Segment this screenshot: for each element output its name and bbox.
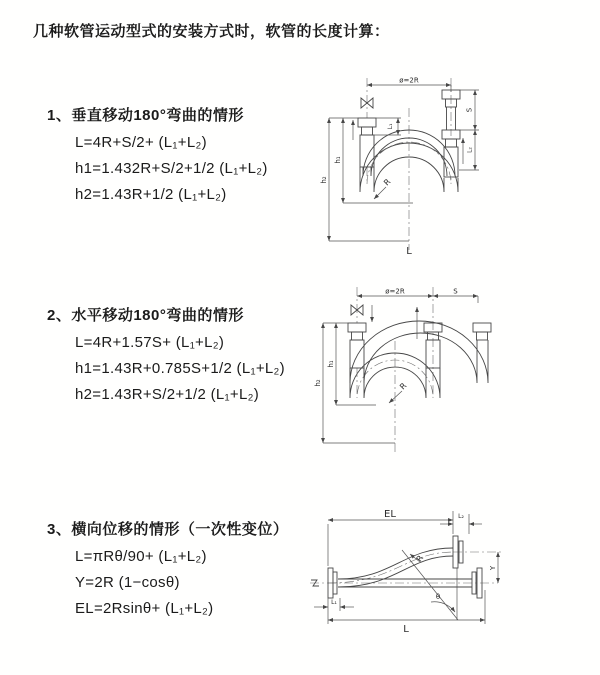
dim-h1-label: h₁ (327, 360, 335, 368)
diagram-horizontal-movement (310, 283, 600, 458)
flanges (348, 323, 491, 353)
dim-el-label: EL (384, 509, 396, 520)
dim-stroke-label: S (453, 287, 458, 296)
dim-span-label: ø=2R (385, 287, 405, 296)
theta-construction (402, 550, 458, 620)
dim-h2-label: h₂ (320, 176, 328, 184)
dimensions (320, 77, 479, 258)
formula-line: L=4R+S/2+ (L₁+L₂) (75, 134, 207, 151)
dim-radius-label: R (382, 177, 393, 188)
formula-line: h2=1.43R+S/2+1/2 (L₁+L₂) (75, 386, 260, 403)
formula-line: Y=2R (1−cosθ) (75, 574, 180, 591)
dim-fitting-left-label: L₁ (387, 123, 394, 130)
formula-line: h1=1.432R+S/2+1/2 (L₁+L₂) (75, 160, 268, 177)
dim-fitting-right-label: L₂ (458, 513, 464, 520)
braid-section (350, 340, 364, 368)
dim-y-label: Y (489, 565, 497, 571)
centerlines (367, 78, 451, 250)
dim-span-label: ø=2R (399, 76, 419, 85)
formula-line: L=πRθ/90+ (L₁+L₂) (75, 548, 207, 565)
section-1 (47, 104, 268, 203)
dim-stroke-label: S (465, 107, 474, 113)
dim-fitting-right-label: L₂ (466, 147, 474, 153)
diagram-vertical-movement (313, 72, 583, 257)
dim-radius-label: R (414, 553, 426, 564)
section-3-heading: 3、横向位移的情形（一次性变位） (47, 521, 289, 538)
centerlines (357, 287, 433, 453)
dim-theta-label: θ (435, 593, 441, 601)
flanges (328, 536, 482, 598)
centerlines (310, 552, 502, 583)
dimensions (314, 509, 498, 635)
section-1-heading: 1、垂直移动180°弯曲的情形 (47, 107, 244, 124)
formula-line: L=4R+1.57S+ (L₁+L₂) (75, 334, 225, 351)
section-3 (47, 518, 288, 617)
dim-length-label: L (403, 624, 409, 635)
formula-line: h2=1.43R+1/2 (L₁+L₂) (75, 186, 227, 203)
dim-length-label: L (406, 246, 412, 257)
dimensions (314, 288, 478, 444)
page-title: 几种软管运动型式的安装方式时，软管的长度计算： (33, 23, 390, 40)
dim-radius-label: R (398, 381, 409, 392)
formula-line: EL=2Rsinθ+ (L₁+L₂) (75, 600, 214, 617)
diagram-lateral-displacement (300, 498, 600, 648)
braid-section (360, 135, 374, 167)
dim-h2-label: h₂ (314, 379, 322, 387)
section-2 (47, 304, 285, 403)
braid-section (444, 147, 458, 177)
dim-h1-label: h₁ (334, 156, 342, 164)
formula-line: h1=1.43R+0.785S+1/2 (L₁+L₂) (75, 360, 285, 377)
hose-body (350, 321, 488, 398)
dim-fitting-left-label: L₁ (331, 599, 337, 606)
section-2-heading: 2、水平移动180°弯曲的情形 (47, 307, 244, 324)
